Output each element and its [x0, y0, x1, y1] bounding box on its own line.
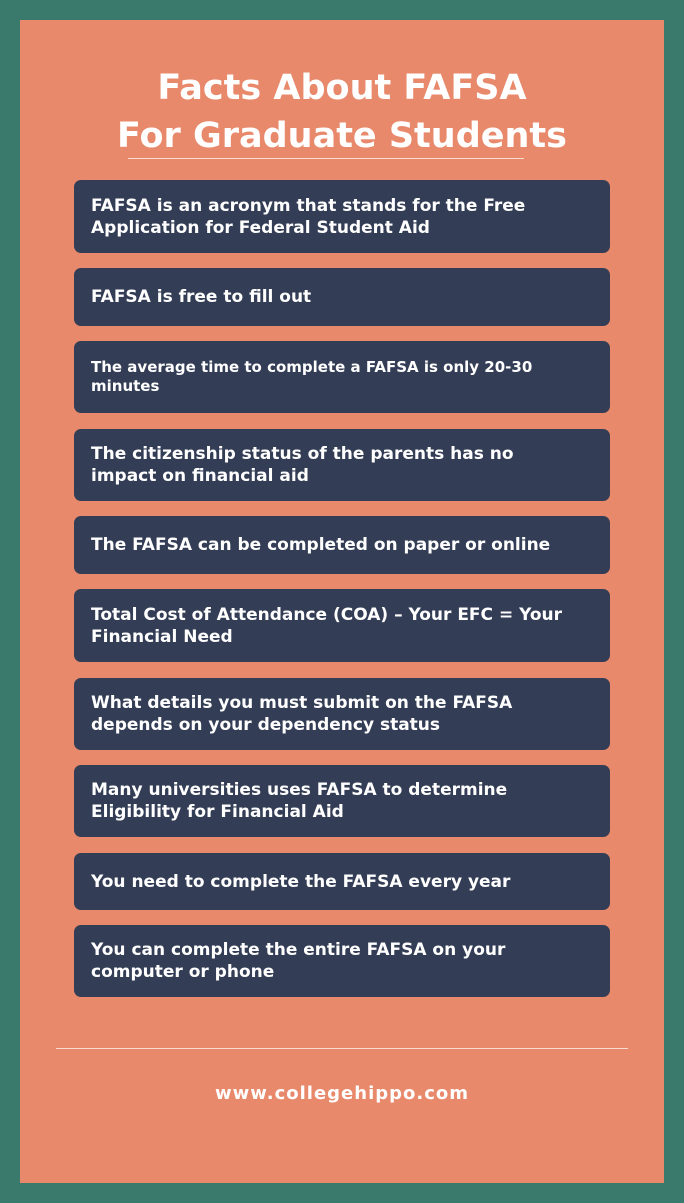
fact-card	[74, 180, 610, 253]
fact-text: FAFSA is an acronym that stands for the Free Application for Federal Student Aid	[91, 195, 526, 238]
fact-card	[74, 341, 610, 413]
fact-text: The FAFSA can be completed on paper or online	[91, 535, 551, 555]
fact-card	[74, 589, 610, 662]
fact-text: You need to complete the FAFSA every year	[91, 871, 511, 892]
fact-card	[74, 678, 610, 750]
website-url: www.collegehippo.com	[215, 1083, 469, 1104]
fact-text: The citizenship status of the parents has no impact on financial aid	[91, 444, 514, 486]
fact-card	[74, 765, 610, 837]
fact-card	[74, 925, 610, 997]
bottom-divider	[56, 1048, 628, 1049]
fact-text: What details you must submit on the FAFSA depends on your dependency status	[91, 693, 513, 735]
fact-text: Many universities uses FAFSA to determine Eligibility for Financial Aid	[91, 780, 508, 822]
fact-card	[74, 516, 610, 574]
fact-text: You can complete the entire FAFSA on your computer or phone	[91, 940, 506, 982]
infographic-panel	[20, 20, 664, 1183]
title-line-1: Facts About FAFSA	[157, 68, 527, 108]
top-divider	[128, 158, 524, 159]
fact-card	[74, 853, 610, 910]
page-title	[20, 64, 664, 160]
title-line-2: For Graduate Students	[117, 116, 567, 156]
fact-card	[74, 429, 610, 501]
fact-text: Total Cost of Attendance (COA) – Your EFC = Your Financial Need	[91, 604, 563, 647]
fact-text: FAFSA is free to fill out	[91, 287, 312, 307]
fact-text: The average time to complete a FAFSA is only 20-30 minutes	[91, 358, 533, 395]
fact-card	[74, 268, 610, 326]
